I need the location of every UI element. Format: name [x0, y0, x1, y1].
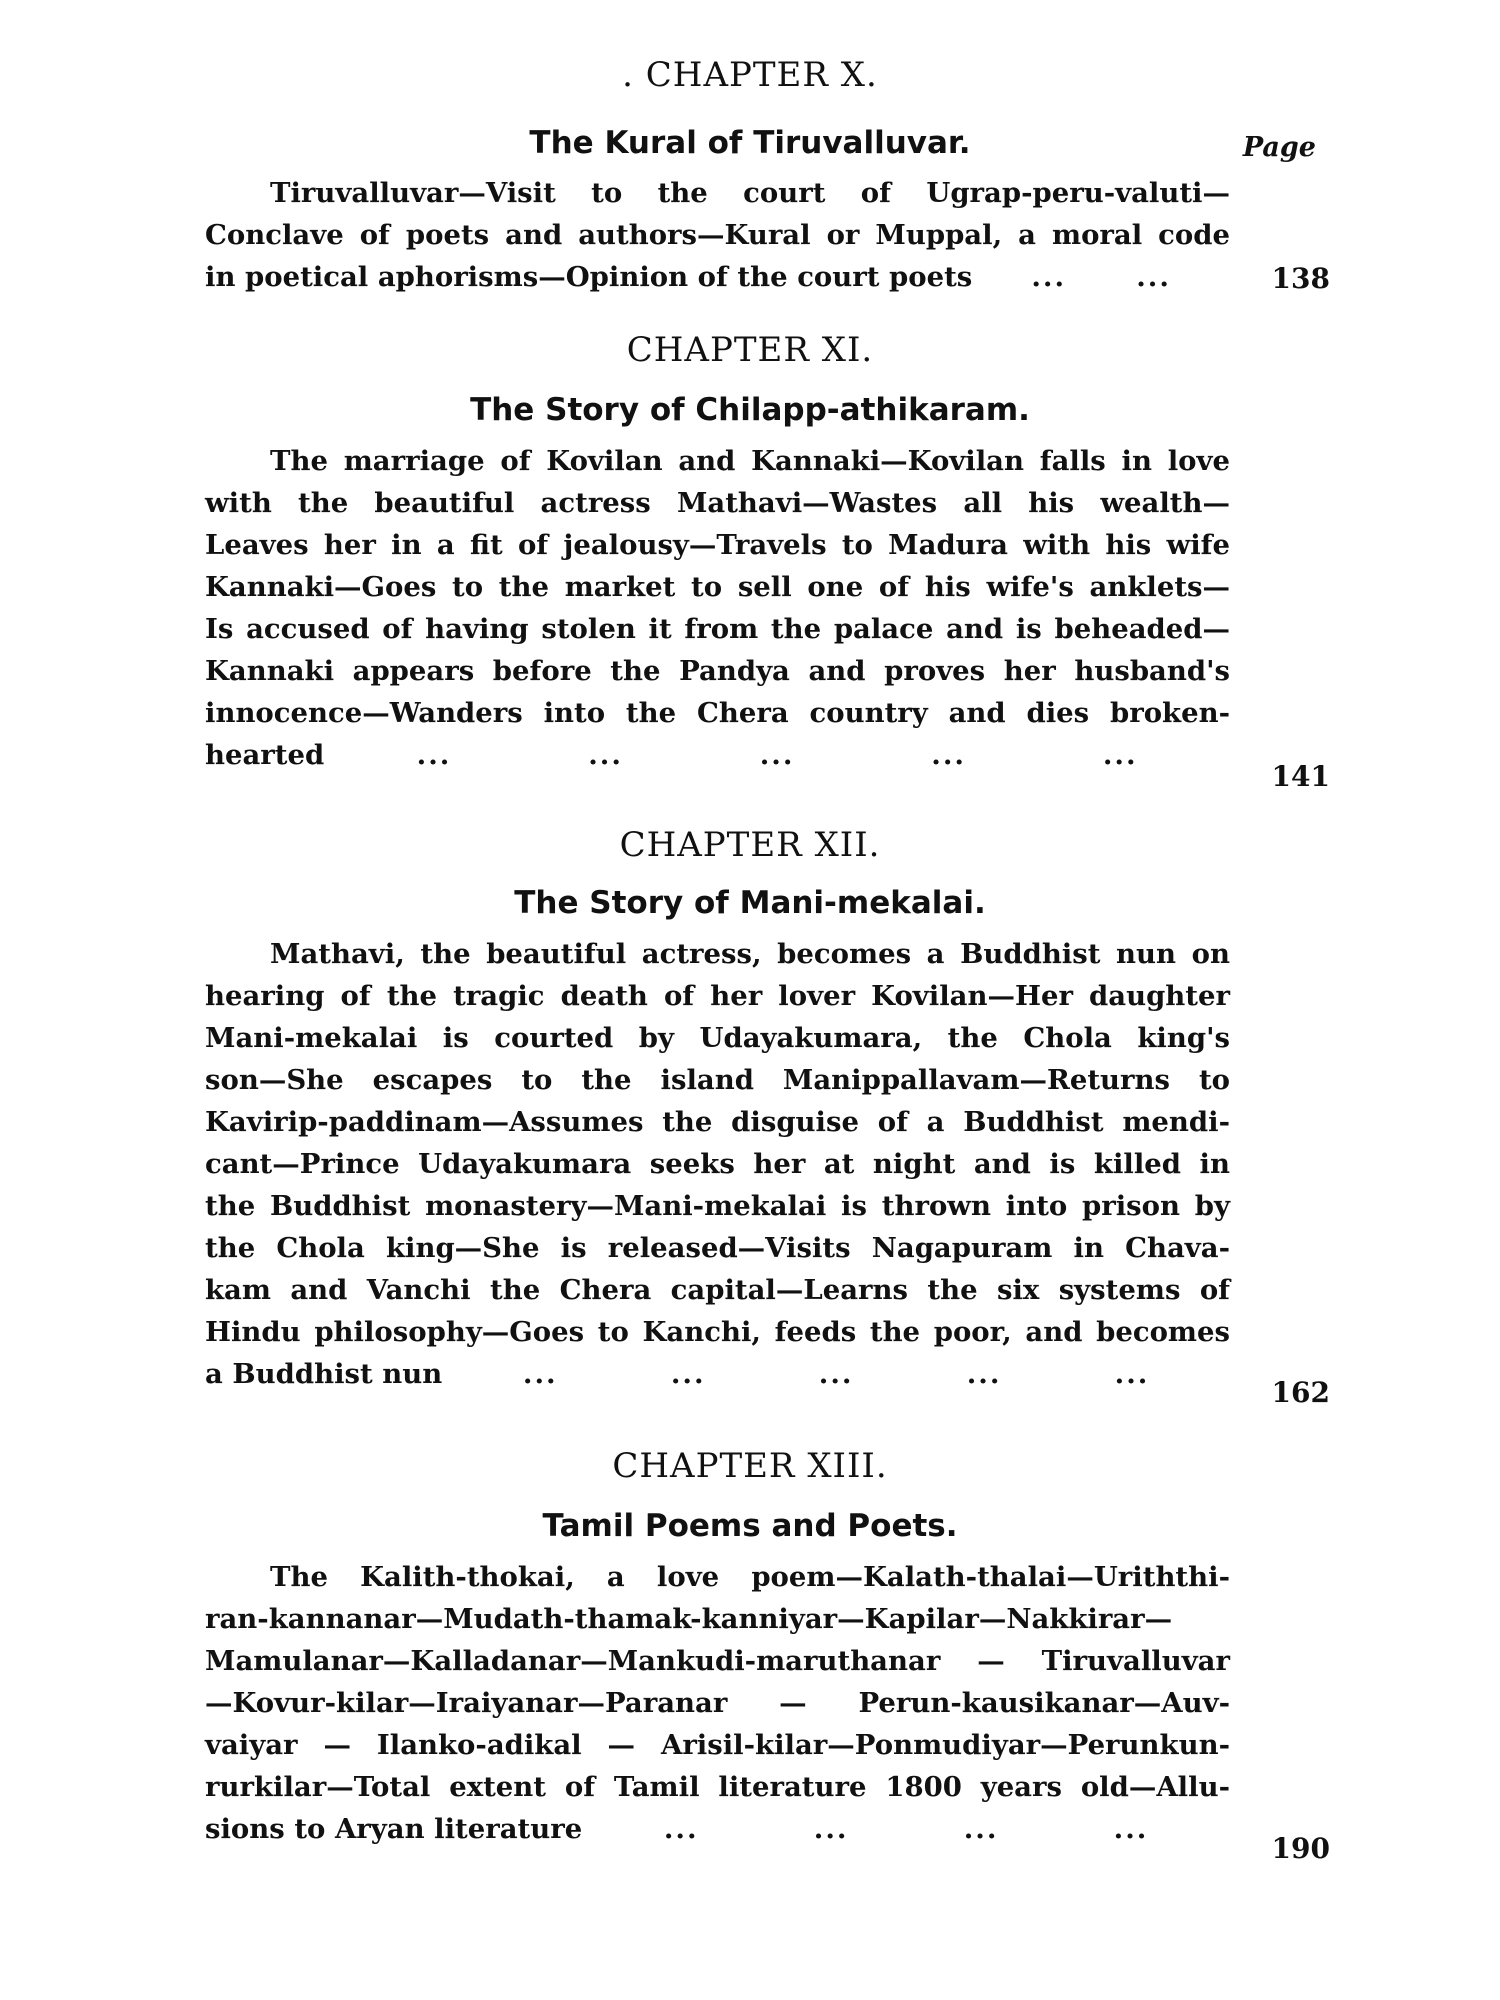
dot-leader	[442, 1353, 1230, 1395]
leader-dots: ...	[1031, 261, 1067, 293]
summary-line: the Buddhist monastery—Mani-mekalai is thrown into prison by	[205, 1190, 1230, 1222]
leader-dots: ...	[663, 1813, 699, 1845]
summary-last-line	[205, 256, 1230, 298]
chapter-summary	[205, 933, 1230, 1395]
summary-line: rurkilar—Total extent of Tamil literature 1800 years old—Allu-	[205, 1771, 1230, 1803]
leader-dots: ...	[416, 739, 452, 771]
summary-line: son—She escapes to the island Manippallavam—Returns to	[205, 1064, 1230, 1096]
summary-line: Kannaki appears before the Pandya and proves her husband's	[205, 655, 1230, 687]
summary-line: Kannaki—Goes to the market to sell one of his wife's anklets—	[205, 571, 1230, 603]
summary-line: cant—Prince Udayakumara seeks her at night and is killed in	[205, 1148, 1230, 1180]
summary-line: with the beautiful actress Mathavi—Wastes all his wealth—	[205, 487, 1230, 519]
leader-dots: ...	[759, 739, 795, 771]
summary-line: Mamulanar—Kalladanar—Mankudi-maruthanar — Tiruvalluvar	[205, 1645, 1230, 1677]
summary-line: Hindu philosophy—Goes to Kanchi, feeds the poor, and becomes	[205, 1316, 1230, 1348]
summary-line: hearing of the tragic death of her lover Kovilan—Her daughter	[205, 980, 1230, 1012]
leader-dots: ...	[931, 739, 967, 771]
leader-dots: ...	[1113, 1813, 1149, 1845]
leader-dots: ...	[813, 1813, 849, 1845]
summary-line: —Kovur-kilar—Iraiyanar—Paranar — Perun-kausikanar—Auv-	[205, 1687, 1230, 1719]
chapter-heading: CHAPTER XIII.	[612, 1446, 888, 1486]
leader-dots: ...	[966, 1358, 1002, 1390]
chapter-title: Tamil Poems and Poets.	[542, 1508, 958, 1544]
summary-line: The Kalith-thokai, a love poem—Kalath-thalai—Uriththi-	[270, 1561, 1230, 1593]
summary-line: Kavirip-paddinam—Assumes the disguise of a Buddhist mendi-	[205, 1106, 1230, 1138]
summary-line: sions to Aryan literature	[205, 1813, 583, 1845]
leader-dots: ...	[963, 1813, 999, 1845]
dot-leader	[582, 1808, 1230, 1850]
summary-line: Is accused of having stolen it from the palace and is beheaded—	[205, 613, 1230, 645]
chapter-heading: CHAPTER XII.	[619, 825, 881, 865]
summary-line: vaiyar — Ilanko-adikal — Arisil-kilar—Ponmudiyar—Perunkun-	[205, 1729, 1230, 1761]
summary-line: Conclave of poets and authors—Kural or Muppal, a moral code	[205, 219, 1230, 251]
page-number: 190	[1271, 1832, 1330, 1865]
summary-last-line	[205, 734, 1230, 776]
summary-line: The marriage of Kovilan and Kannaki—Kovilan falls in love	[270, 445, 1230, 477]
chapter-heading: . CHAPTER X.	[622, 55, 878, 95]
summary-line: a Buddhist nun	[205, 1358, 443, 1390]
summary-line: Tiruvalluvar—Visit to the court of Ugrap-peru-valuti—	[270, 177, 1230, 209]
summary-last-line	[205, 1353, 1230, 1395]
chapter-summary	[205, 440, 1230, 776]
leader-dots: ...	[522, 1358, 558, 1390]
summary-line: in poetical aphorisms—Opinion of the court poets	[205, 261, 973, 293]
summary-line: Mathavi, the beautiful actress, becomes a Buddhist nun on	[270, 938, 1230, 970]
page-number: 162	[1271, 1376, 1330, 1409]
summary-line: Mani-mekalai is courted by Udayakumara, the Chola king's	[205, 1022, 1230, 1054]
summary-last-line	[205, 1808, 1230, 1850]
summary-line: hearted	[205, 739, 325, 771]
leader-dots: ...	[670, 1358, 706, 1390]
dot-leader	[324, 734, 1230, 776]
summary-line: Leaves her in a fit of jealousy—Travels to Madura with his wife	[205, 529, 1230, 561]
chapter-summary	[205, 172, 1230, 298]
leader-dots: ...	[1136, 261, 1171, 293]
chapter-heading: CHAPTER XI.	[626, 330, 874, 370]
page-number: 138	[1271, 262, 1330, 295]
summary-line: innocence—Wanders into the Chera country and dies broken-	[205, 697, 1230, 729]
page-column-label: Page	[1242, 132, 1316, 163]
summary-line: ran-kannanar—Mudath-thamak-kanniyar—Kapilar—Nakkirar—	[205, 1603, 1173, 1635]
chapter-title: The Kural of Tiruvalluvar.	[529, 125, 971, 161]
chapter-title: The Story of Mani-mekalai.	[514, 885, 986, 921]
summary-line: kam and Vanchi the Chera capital—Learns the six systems of	[205, 1274, 1230, 1306]
chapter-summary	[205, 1556, 1230, 1850]
chapter-title: The Story of Chilapp-athikaram.	[470, 392, 1030, 428]
leader-dots: ...	[1114, 1358, 1150, 1390]
page-number: 141	[1271, 760, 1330, 793]
leader-dots: ...	[818, 1358, 854, 1390]
summary-line: the Chola king—She is released—Visits Nagapuram in Chava-	[205, 1232, 1230, 1264]
leader-dots: ...	[588, 739, 623, 771]
dot-leader	[972, 256, 1230, 298]
leader-dots: ...	[1102, 739, 1138, 771]
